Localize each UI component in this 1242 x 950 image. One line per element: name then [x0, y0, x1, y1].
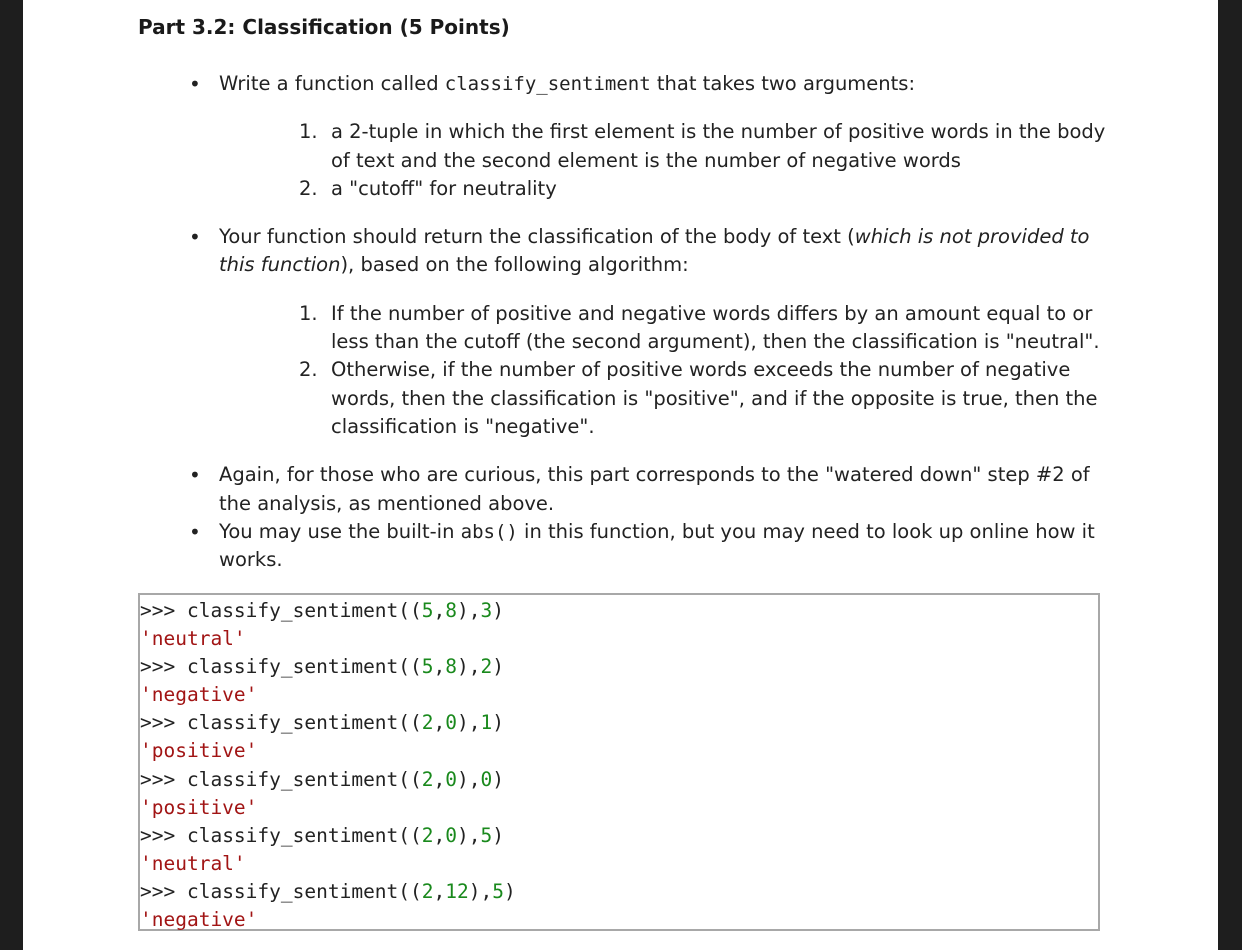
bullet-text: Again, for those who are curious, this part corresponds to the "watered down" step #2 of the analysis, as mentioned above. — [219, 463, 1090, 515]
code-line-call: >>> classify_sentiment((2,12),5) — [140, 879, 516, 903]
code-number: 2 — [480, 655, 493, 679]
code-call: classify_sentiment(( — [186, 767, 422, 791]
code-number: 5 — [492, 879, 504, 903]
document-page — [23, 0, 1218, 950]
argument-item: 2. a "cutoff" for neutrality — [299, 175, 1113, 203]
algorithm-step: 2. Otherwise, if the number of positive words exceeds the number of negative words, then the classification is "positive", and if the opposite is true, then the classification is "negative". — [299, 356, 1113, 441]
code-prompt: >>> — [140, 655, 187, 679]
code-line-result: 'neutral' — [140, 851, 246, 875]
code-number: 8 — [445, 655, 458, 679]
bullet-text: that takes two arguments: — [650, 72, 916, 95]
code-call: classify_sentiment(( — [186, 655, 422, 679]
code-prompt: >>> — [140, 767, 187, 791]
code-number: 5 — [480, 823, 493, 847]
bullet-text: ), based on the following algorithm: — [340, 253, 689, 277]
code-line-call: >>> classify_sentiment((2,0),1) — [140, 711, 505, 735]
code-number: 0 — [480, 767, 493, 791]
code-line-call: >>> classify_sentiment((5,8),3) — [140, 599, 505, 622]
function-name-code: classify_sentiment — [444, 73, 651, 95]
code-number: 2 — [421, 879, 434, 903]
code-number: 0 — [445, 823, 458, 847]
bullet-italic-text: which is not provided to this function — [219, 225, 1090, 277]
bullet-text: Write a function called — [219, 72, 445, 95]
bullet-return-value — [173, 223, 1113, 441]
code-number: 12 — [445, 879, 469, 903]
algorithm-step: 1. If the number of positive and negative words differs by an amount equal to or less than the cutoff (the second argument), then the classification is "neutral". — [299, 300, 1113, 357]
section-heading: Part 3.2: Classification (5 Points) — [138, 15, 510, 39]
code-prompt: >>> — [140, 711, 187, 735]
code-line-result: 'negative' — [140, 683, 258, 707]
instruction-list — [173, 70, 1113, 574]
code-line-call: >>> classify_sentiment((2,0),0) — [140, 767, 505, 791]
code-number: 8 — [445, 599, 458, 622]
code-line-call: >>> classify_sentiment((5,8),2) — [140, 655, 505, 679]
argument-item: 1. a 2-tuple in which the first element is the number of positive words in the body of text and the second element is the number of negative words — [299, 118, 1113, 175]
code-line-result: 'negative' — [140, 908, 258, 932]
code-number: 2 — [421, 767, 434, 791]
bullet-text: Your function should return the classification of the body of text ( — [219, 225, 855, 249]
bullet-analysis-note — [173, 461, 1113, 518]
code-call: classify_sentiment(( — [186, 823, 422, 847]
code-call: classify_sentiment(( — [186, 879, 422, 903]
bullet-function-definition — [173, 70, 1113, 203]
code-line-call: >>> classify_sentiment((2,0),5) — [140, 823, 505, 847]
code-number: 0 — [445, 767, 458, 791]
example-code-block — [138, 593, 1100, 931]
code-line-result: 'neutral' — [140, 627, 246, 651]
argument-list — [219, 118, 1113, 203]
code-number: 1 — [480, 711, 493, 735]
bullet-text: You may use the built-in — [219, 519, 461, 543]
code-number: 2 — [421, 823, 434, 847]
code-prompt: >>> — [140, 879, 187, 903]
bullet-abs-hint — [173, 518, 1113, 575]
code-call: classify_sentiment(( — [186, 711, 422, 735]
code-number: 2 — [421, 711, 434, 735]
code-number: 3 — [480, 599, 493, 622]
bullet-text: in this function, but you may need to look up online how it works. — [219, 519, 1095, 572]
algorithm-list — [219, 300, 1113, 441]
code-number: 5 — [421, 599, 434, 622]
code-line-result: 'positive' — [140, 795, 258, 819]
code-prompt: >>> — [140, 599, 187, 622]
code-prompt: >>> — [140, 823, 187, 847]
code-call: classify_sentiment(( — [186, 599, 422, 622]
code-number: 0 — [445, 711, 458, 735]
code-number: 5 — [421, 655, 434, 679]
code-line-result: 'positive' — [140, 739, 258, 763]
abs-function-code: abs() — [460, 520, 518, 543]
